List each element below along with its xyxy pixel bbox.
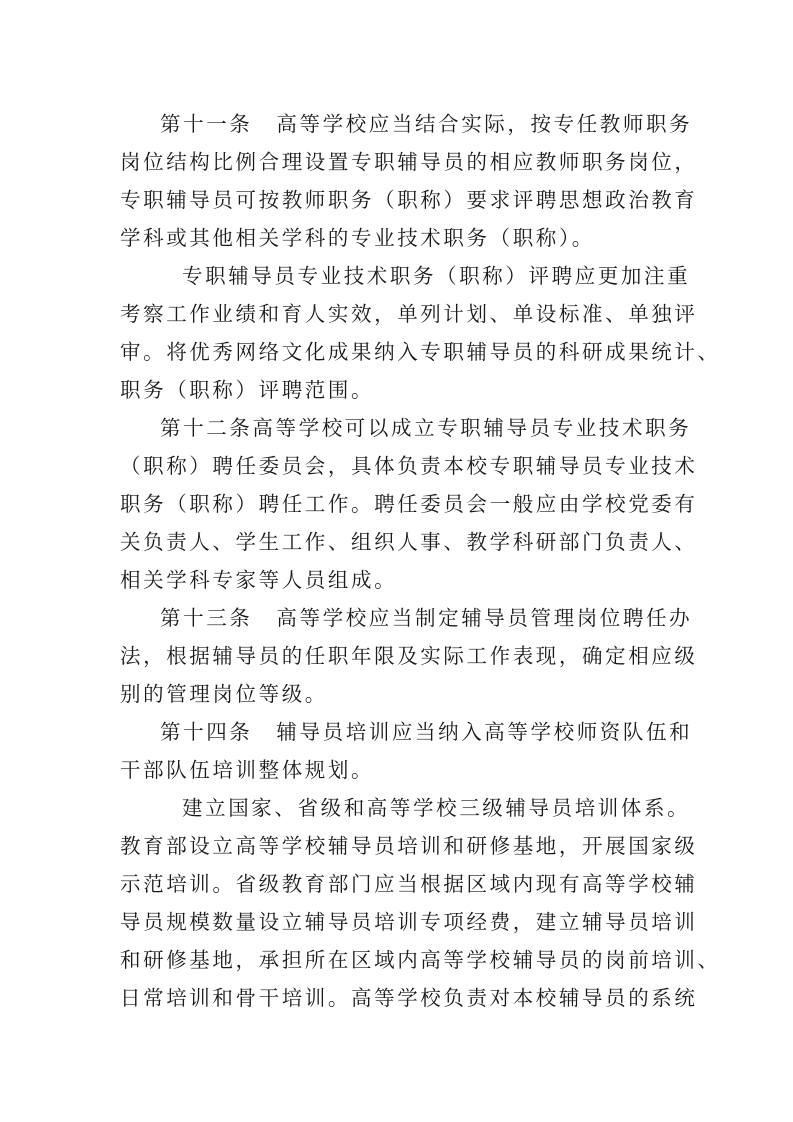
- article-heading: 第十四条: [160, 720, 253, 744]
- text-line: 相关学科专家等人员组成。: [120, 568, 398, 592]
- text-line: 教育部设立高等学校辅导员培训和研修基地，开展国家级: [120, 834, 698, 858]
- text-line: 第十二条高等学校可以成立专职辅导员专业技术职务: [160, 416, 692, 440]
- text-line: 职务（职称）评聘范围。: [120, 378, 375, 402]
- article-heading: 第十三条: [160, 606, 253, 630]
- line-text: 高等学校应当制定辅导员管理岗位聘任办: [276, 606, 693, 630]
- text-line: 专职辅导员可按教师职务（职称）要求评聘思想政治教育: [120, 188, 698, 212]
- text-line: 日常培训和骨干培训。高等学校负责对本校辅导员的系统: [120, 986, 698, 1010]
- text-line: 和研修基地，承担所在区域内高等学校辅导员的岗前培训、: [120, 948, 721, 972]
- text-line: 职务（职称）聘任工作。聘任委员会一般应由学校党委有: [120, 492, 698, 516]
- text-line: 考察工作业绩和育人实效，单列计划、单设标准、单独评: [120, 302, 698, 326]
- text-line: 专职辅导员专业技术职务（职称）评聘应更加注重: [182, 264, 691, 288]
- text-line: 法，根据辅导员的任职年限及实际工作表现，确定相应级: [120, 644, 698, 668]
- text-line: 示范培训。省级教育部门应当根据区域内现有高等学校辅: [120, 872, 698, 896]
- text-line: 岗位结构比例合理设置专职辅导员的相应教师职务岗位，: [120, 150, 698, 174]
- text-line: [160, 720, 692, 744]
- text-line: [160, 112, 692, 136]
- text-line: 建立国家、省级和高等学校三级辅导员培训体系。: [182, 796, 691, 820]
- line-text: 辅导员培训应当纳入高等学校师资队伍和: [276, 720, 693, 744]
- text-line: 学科或其他相关学科的专业技术职务（职称）。: [120, 226, 595, 250]
- article-heading: 第十一条: [160, 112, 253, 136]
- text-line: 审。将优秀网络文化成果纳入专职辅导员的科研成果统计、: [120, 340, 721, 364]
- text-line: 干部队伍培训整体规划。: [120, 758, 375, 782]
- text-line: 别的管理岗位等级。: [120, 682, 328, 706]
- line-text: 高等学校应当结合实际，按专任教师职务: [276, 112, 693, 136]
- text-line: [160, 606, 692, 630]
- text-line: （职称）聘任委员会，具体负责本校专职辅导员专业技术: [120, 454, 698, 478]
- text-line: 关负责人、学生工作、组织人事、教学科研部门负责人、: [120, 530, 698, 554]
- text-line: 导员规模数量设立辅导员培训专项经费，建立辅导员培训: [120, 910, 698, 934]
